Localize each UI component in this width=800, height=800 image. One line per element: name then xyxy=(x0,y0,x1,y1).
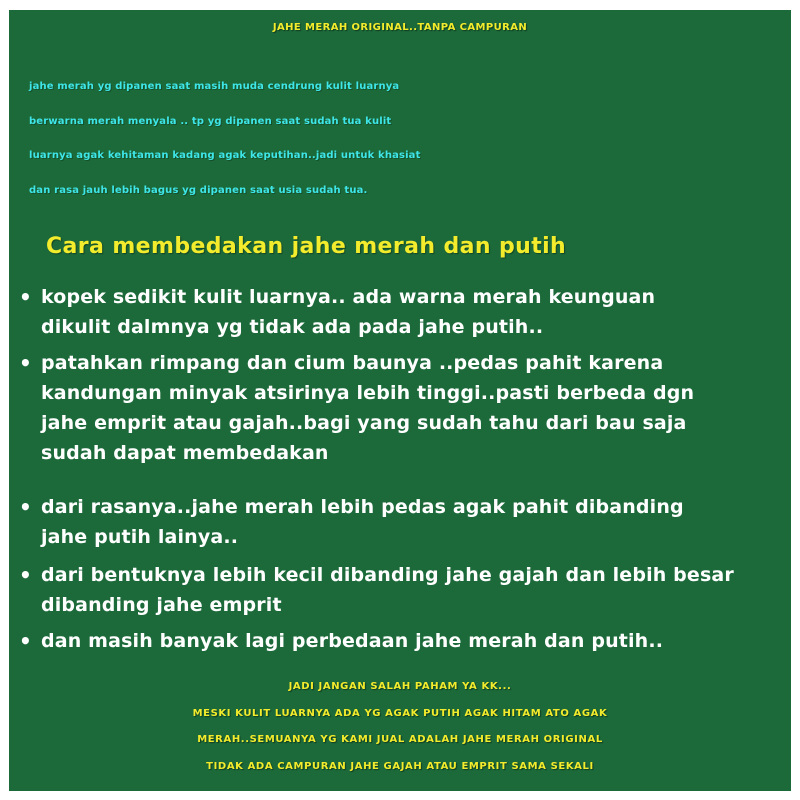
bullet-dot-icon: • xyxy=(19,351,32,375)
list-item-line: patahkan rimpang dan cium baunya ..pedas pahit karena xyxy=(41,352,664,374)
intro-paragraph xyxy=(29,70,789,208)
intro-line: berwarna merah menyala .. tp yg dipanen saat sudah tua kulit xyxy=(29,115,392,127)
bullet-dot-icon: • xyxy=(19,563,32,587)
section-heading: Cara membedakan jahe merah dan putih xyxy=(46,234,567,259)
closing-line: JADI JANGAN SALAH PAHAM YA KK... xyxy=(288,681,512,692)
list-item-line: jahe putih lainya.. xyxy=(41,526,239,548)
closing-line: TIDAK ADA CAMPURAN JAHE GAJAH ATAU EMPRIT SAMA SEKALI xyxy=(206,760,594,772)
list-item-text xyxy=(41,626,663,656)
list-item-line: dikulit dalmnya yg tidak ada pada jahe putih.. xyxy=(41,316,544,338)
list-item-text xyxy=(41,492,684,552)
bullet-dot-icon: • xyxy=(19,495,32,519)
list-item-line: kopek sedikit kulit luarnya.. ada warna merah keunguan xyxy=(41,286,656,308)
bullet-dot-icon: • xyxy=(19,629,32,653)
closing-note xyxy=(9,674,791,780)
intro-line: jahe merah yg dipanen saat masih muda cendrung kulit luarnya xyxy=(29,81,400,92)
list-item-line: sudah dapat membedakan xyxy=(41,442,329,464)
list-item-line: dan masih banyak lagi perbedaan jahe merah dan putih.. xyxy=(41,630,664,652)
intro-line: luarnya agak kehitaman kadang agak keputihan..jadi untuk khasiat xyxy=(29,150,421,161)
bullet-dot-icon: • xyxy=(19,285,32,309)
list-item-text xyxy=(41,348,694,468)
list-item-line: dari bentuknya lebih kecil dibanding jahe gajah dan lebih besar xyxy=(41,564,734,586)
list-item-line: jahe emprit atau gajah..bagi yang sudah tahu dari bau saja xyxy=(41,412,687,434)
page-title: JAHE MERAH ORIGINAL..TANPA CAMPURAN xyxy=(272,22,528,33)
list-item-text xyxy=(41,282,655,342)
list-item-line: kandungan minyak atsirinya lebih tinggi..pasti berbeda dgn xyxy=(41,382,695,404)
promo-panel xyxy=(9,10,791,791)
closing-line: MERAH..SEMUANYA YG KAMI JUAL ADALAH JAHE MERAH ORIGINAL xyxy=(197,734,603,745)
intro-line: dan rasa jauh lebih bagus yg dipanen saat usia sudah tua. xyxy=(29,184,368,196)
closing-line: MESKI KULIT LUARNYA ADA YG AGAK PUTIH AGAK HITAM ATO AGAK xyxy=(192,707,608,719)
list-item-line: dibanding jahe emprit xyxy=(41,594,282,616)
list-item-line: dari rasanya..jahe merah lebih pedas agak pahit dibanding xyxy=(41,496,684,518)
list-item-text xyxy=(41,560,734,620)
